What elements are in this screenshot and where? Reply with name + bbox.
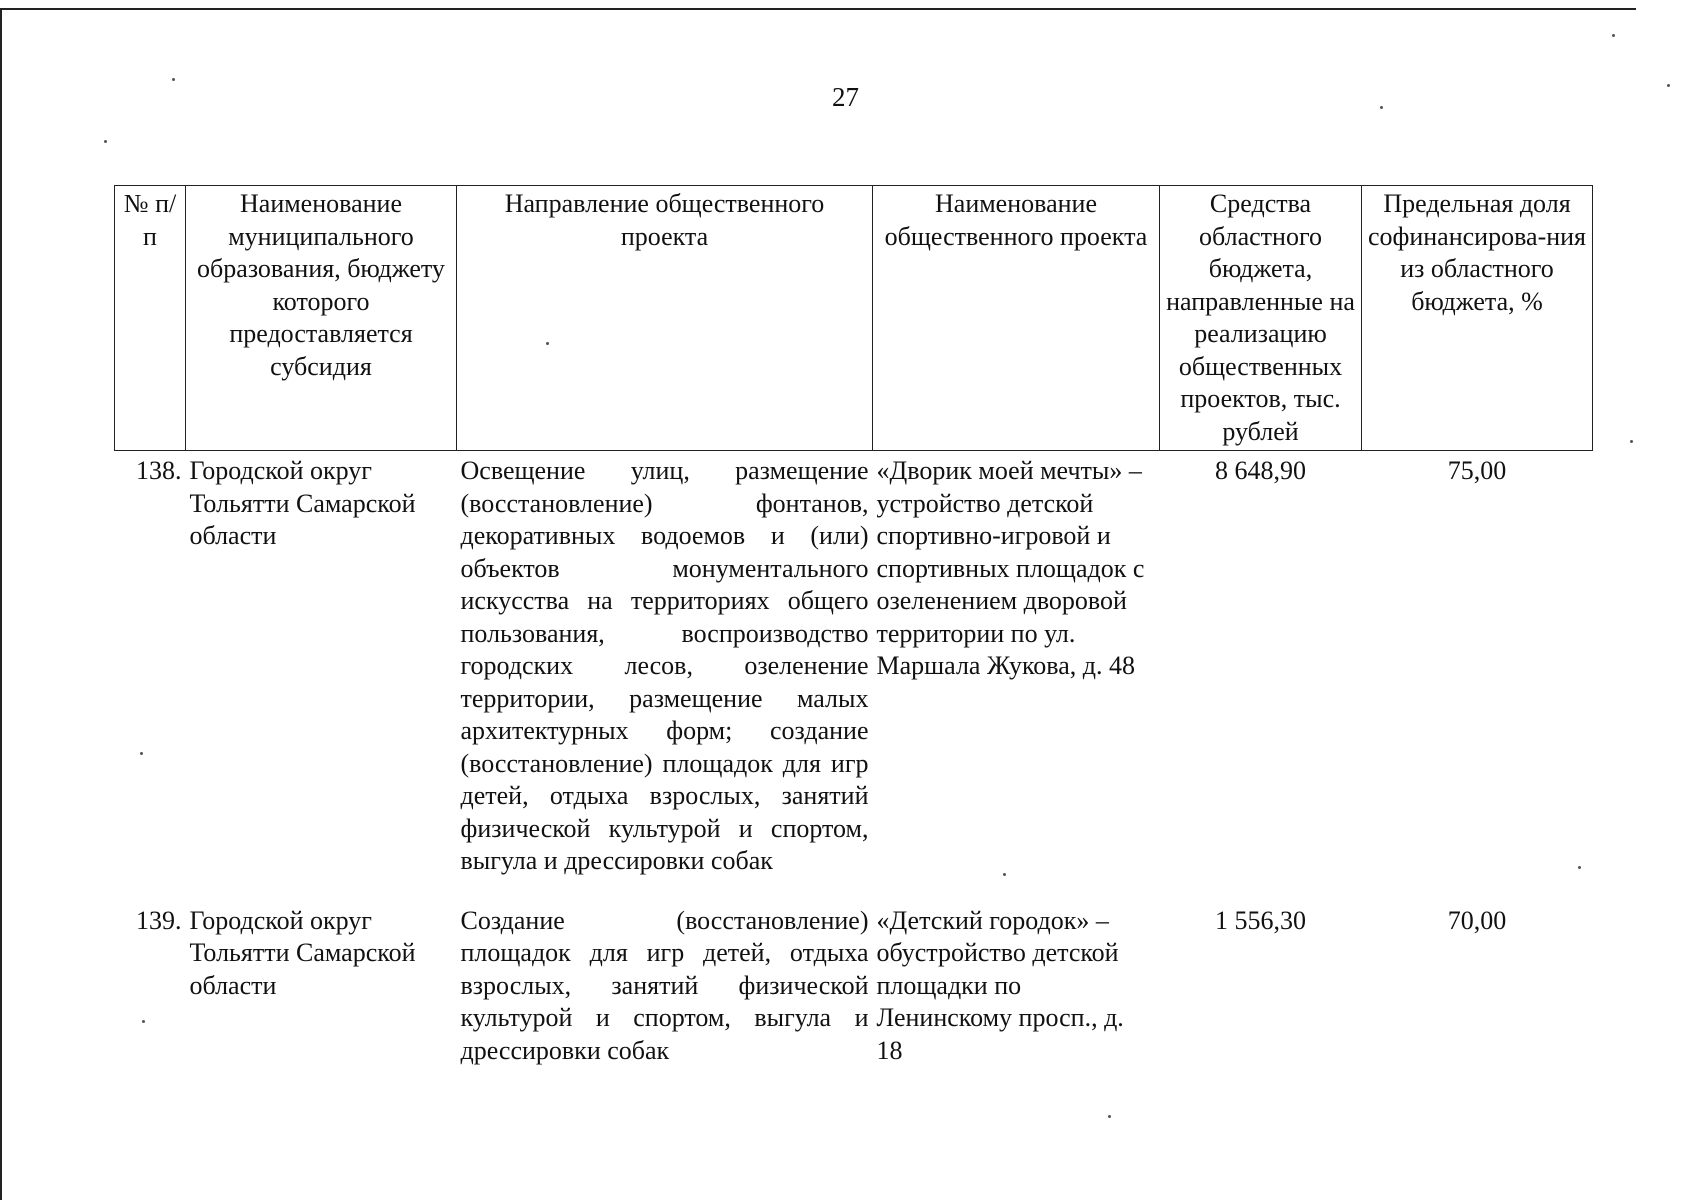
scan-speck — [1612, 34, 1615, 37]
row-share: 75,00 — [1447, 456, 1507, 485]
header-number: № п/п — [115, 186, 186, 451]
header-municipality: Наименование муниципального образования, бюджету которого предоставляется субсидия — [186, 186, 457, 451]
scan-speck — [1630, 440, 1633, 443]
table-row — [115, 905, 1593, 1068]
row-project: «Дворик моей мечты» – устройство детской спортивно-игровой и спортивных площадок с озеленением дворовой территории по ул. Маршала Жукова, д. 48 — [876, 456, 1145, 680]
header-regional-funds: Средства областного бюджета, направленные на реализацию общественных проектов, тыс. рублей — [1160, 186, 1362, 451]
table-header-row — [115, 186, 1593, 451]
header-project-direction: Направление общественного проекта — [457, 186, 873, 451]
row-share: 70,00 — [1447, 905, 1507, 935]
table-row — [115, 451, 1593, 905]
row-municipality: Городской округ Тольятти Самарской области — [189, 456, 416, 550]
header-project-name: Наименование общественного проекта — [873, 186, 1160, 451]
scan-speck — [172, 78, 175, 81]
row-direction: Создание (восстановление) площадок для игр детей, отдыха взрослых, занятий физической культурой и спортом, выгула и дрессировки собак — [460, 905, 869, 1065]
row-funds: 8 648,90 — [1215, 456, 1306, 485]
scan-border-top — [0, 8, 1636, 10]
row-number: 139. — [136, 905, 182, 935]
page-number: 27 — [832, 82, 859, 112]
row-municipality: Городской округ Тольятти Самарской области — [189, 905, 416, 1000]
header-cofinancing-share: Предельная доля софинансирова-ния из областного бюджета, % — [1362, 186, 1593, 451]
row-funds: 1 556,30 — [1215, 905, 1306, 935]
scan-border-left — [0, 8, 2, 1200]
subsidy-table — [114, 185, 1593, 1067]
row-project: «Детский городок» – обустройство детской площадки по Ленинскому просп., д. 18 — [876, 905, 1124, 1065]
row-number: 138. — [136, 456, 182, 485]
scan-speck — [1108, 1115, 1111, 1118]
scan-speck — [104, 140, 107, 143]
row-direction: Освещение улиц, размещение (восстановление) фонтанов, декоративных водоемов и (или) объектов монументального искусства на территориях общего пользования, воспроизводство городских лесов, озеленение территории, размещение малых архитектурных форм; создание (восстановление) площадок для игр детей, отдыха взрослых, занятий физической культурой и спортом, выгула и дрессировки собак — [460, 456, 869, 875]
